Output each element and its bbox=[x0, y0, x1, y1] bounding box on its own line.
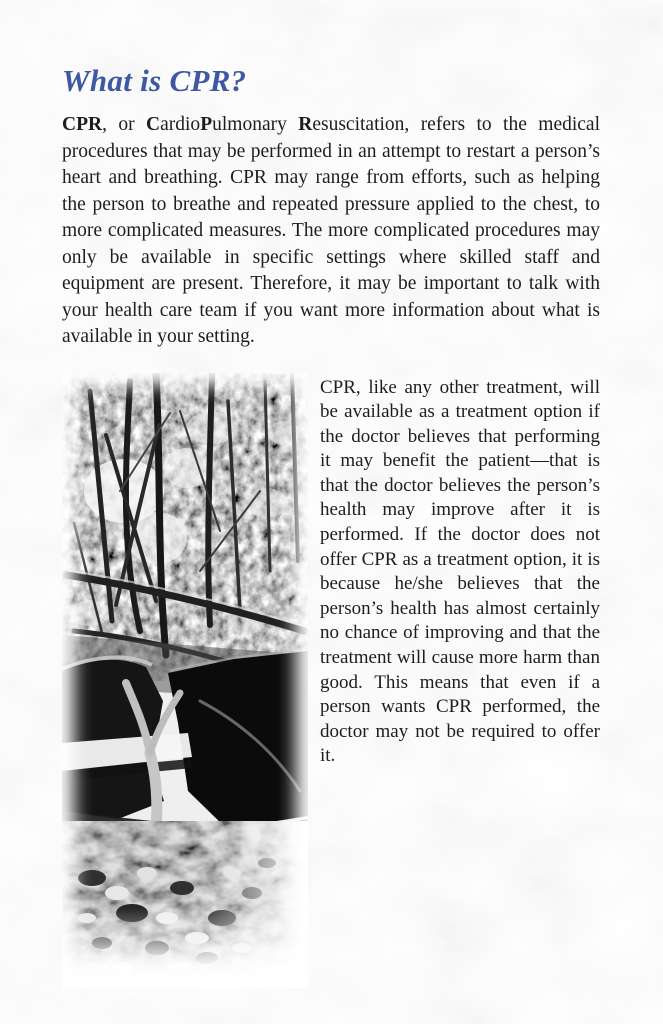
intro-bold-p: P bbox=[200, 114, 213, 135]
forest-photo-illustration bbox=[62, 373, 308, 988]
forest-photo bbox=[62, 373, 308, 988]
intro-segment-rest: esuscitation, refers to the medical procedures that may be performed in an attempt to restart a person’s heart and breathing. CPR may range from efforts, such as helping the person to breathe and repeated pressure applied to the chest, to more complicated measures. The more complicated procedures may only be available in specific settings where skilled staff and equipment are present. Therefore, it may be important to talk with your health care team if you want more information about what is available in your setting. bbox=[62, 114, 600, 347]
intro-bold-cpr: CPR bbox=[62, 114, 103, 135]
intro-bold-c: C bbox=[146, 114, 161, 135]
intro-segment-ardio: ardio bbox=[160, 114, 201, 135]
page-content bbox=[62, 64, 600, 988]
photo-text-row bbox=[62, 373, 600, 988]
intro-segment-ulmonary: ulmonary bbox=[212, 114, 299, 135]
intro-bold-r: R bbox=[298, 114, 313, 135]
intro-segment-or: , or bbox=[102, 114, 147, 135]
page-title: What is CPR? bbox=[62, 63, 247, 98]
body-paragraph: CPR, like any other treatment, will be available as a treatment option if the doctor believes that performing it may benefit the patient—that is that the doctor believes the person’s health may improve after it is performed. If the doctor does not offer CPR as a treatment option, it is because he/she believes that the person’s health has almost certainly no chance of improving and that the treatment will cause more harm than good. This means that even if a person wants CPR performed, the doctor may not be required to offer it. bbox=[320, 376, 600, 767]
intro-paragraph bbox=[62, 112, 600, 351]
